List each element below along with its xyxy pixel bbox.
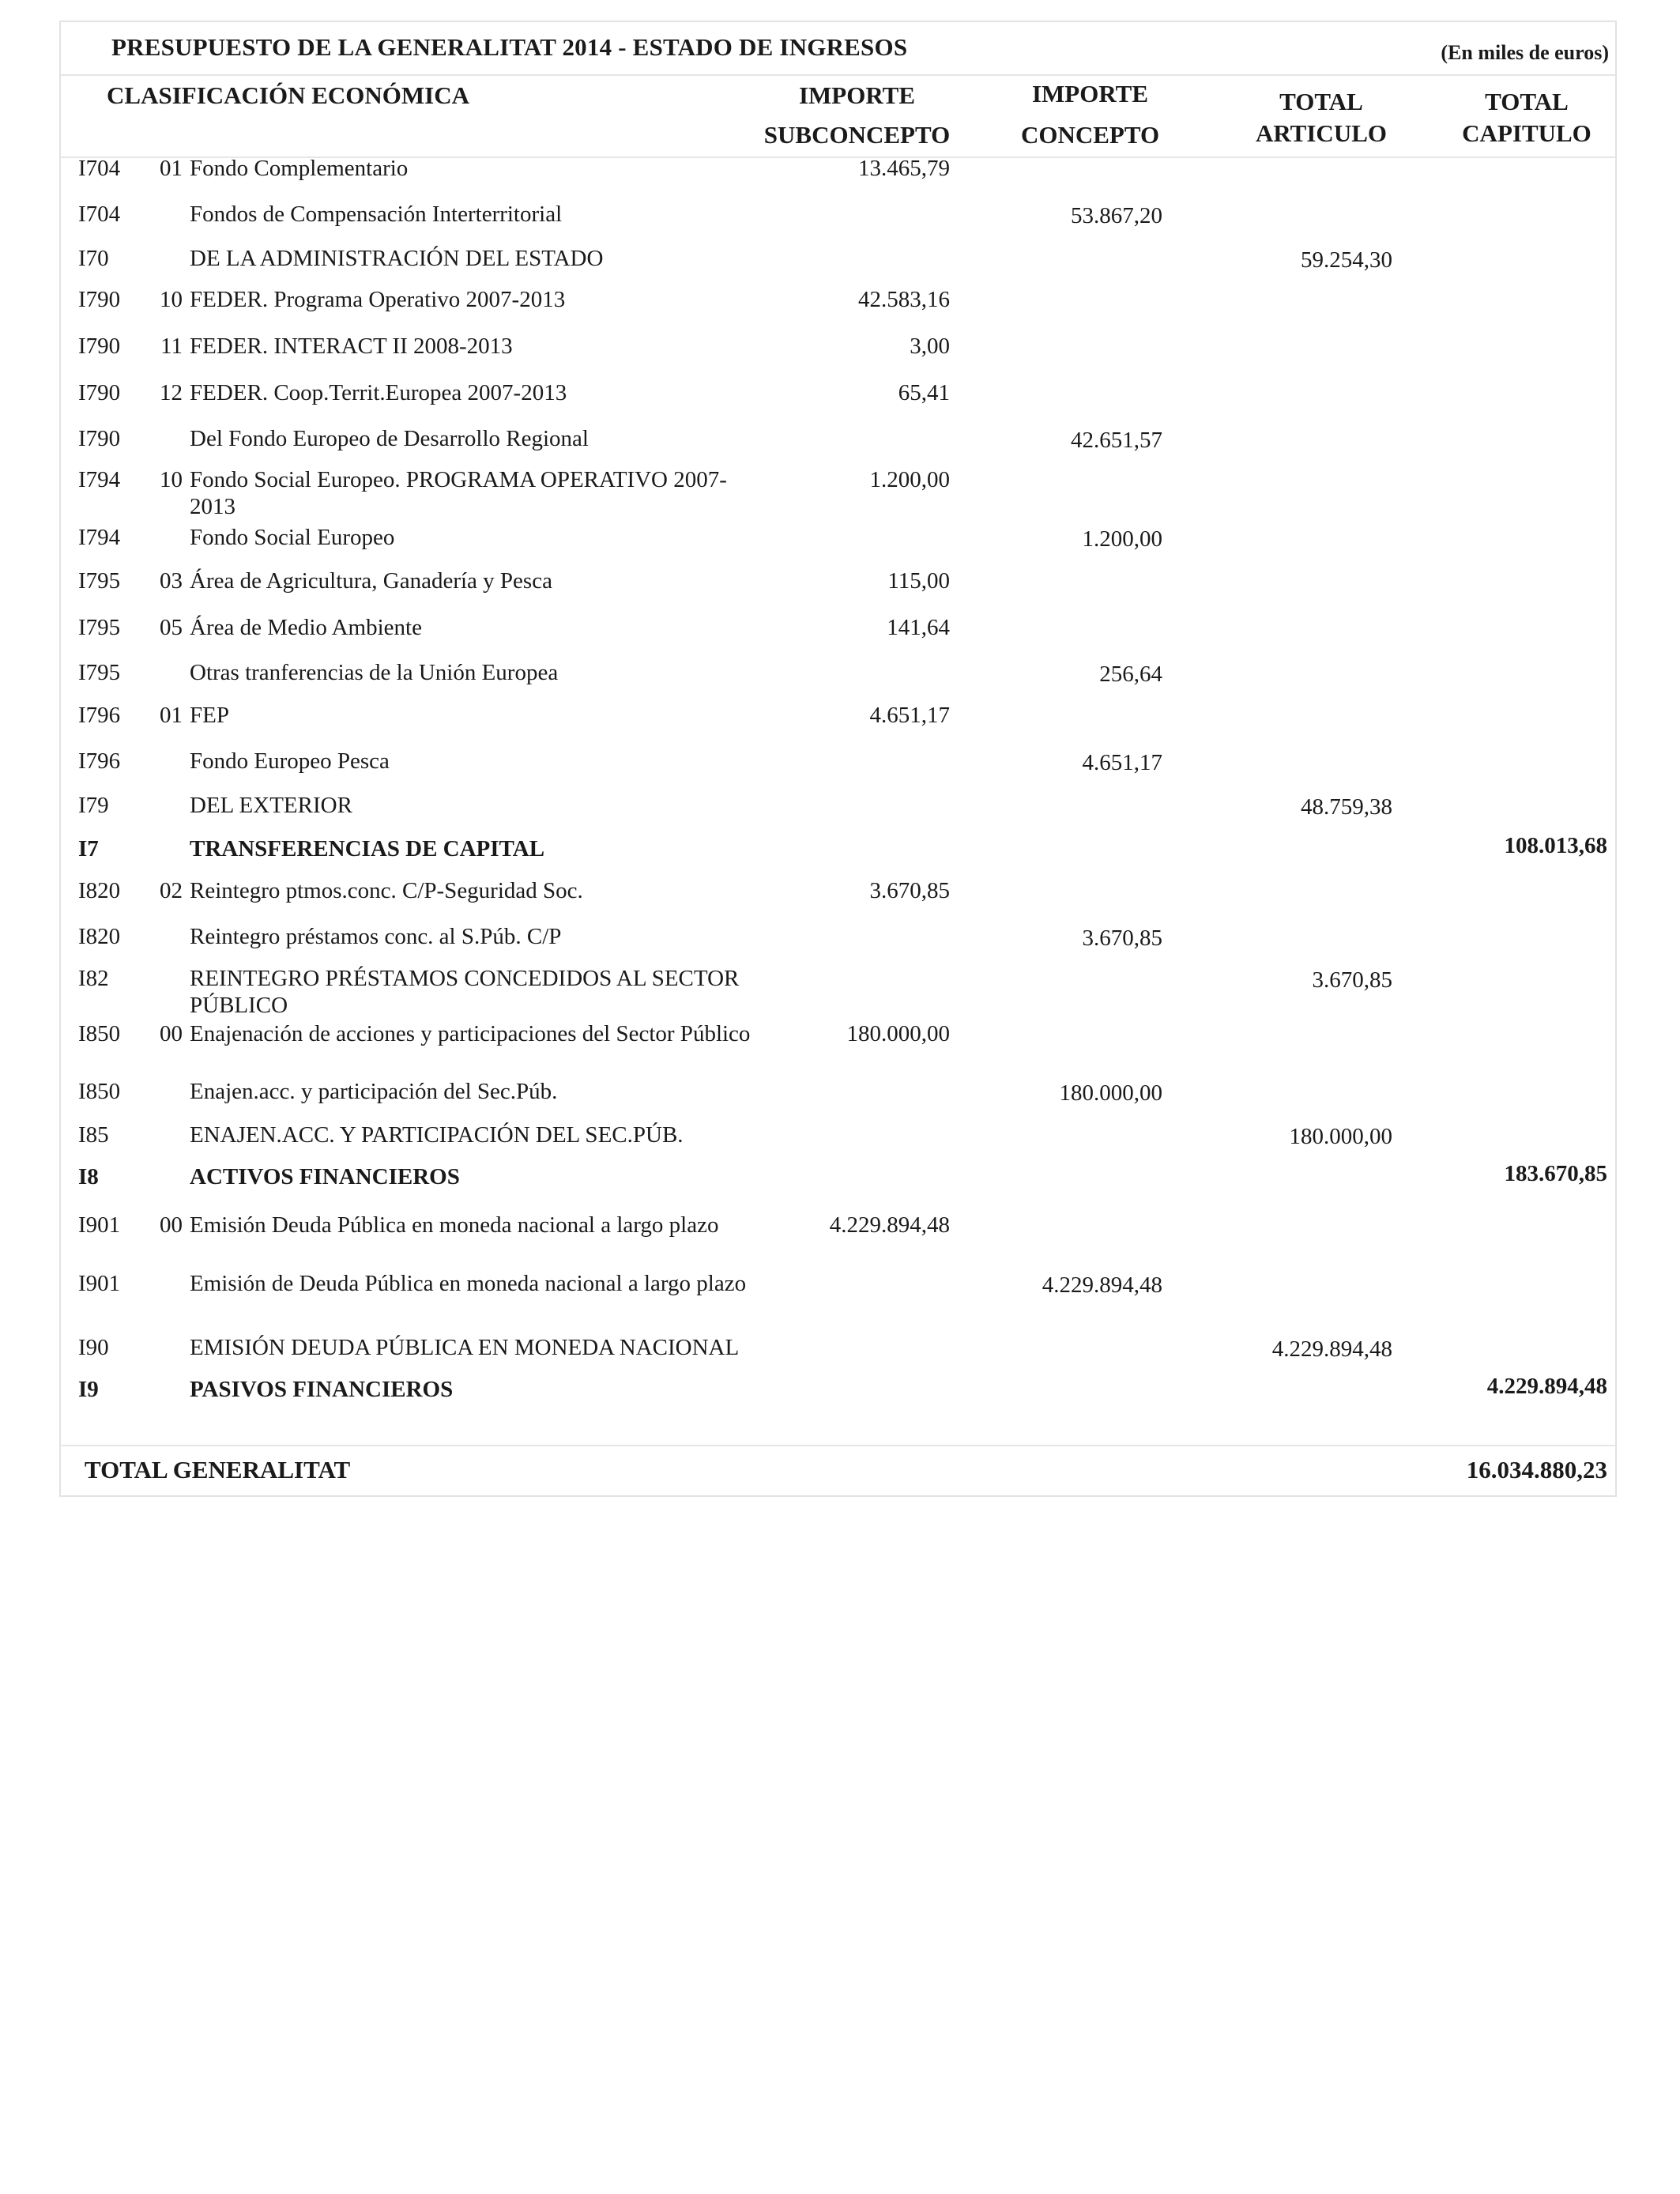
col-header-capitulo-1: TOTAL bbox=[1485, 88, 1569, 115]
row-description: Fondo Complementario bbox=[190, 156, 409, 181]
row-total-capitulo: 4.229.894,48 bbox=[1486, 1374, 1607, 1399]
row-subconcept-number: 01 bbox=[160, 156, 183, 181]
row-code: I70 bbox=[78, 246, 109, 271]
row-total-articulo: 48.759,38 bbox=[1301, 794, 1392, 820]
row-code: I9 bbox=[78, 1377, 99, 1402]
row-importe-concepto: 42.651,57 bbox=[1071, 428, 1162, 453]
row-code: I796 bbox=[78, 748, 121, 774]
row-description: PASIVOS FINANCIEROS bbox=[190, 1377, 454, 1402]
row-code: I795 bbox=[78, 660, 121, 685]
col-header-articulo-2: ARTICULO bbox=[1256, 119, 1387, 147]
col-header-subconcepto-2: SUBCONCEPTO bbox=[763, 121, 951, 149]
row-code: I796 bbox=[78, 703, 121, 728]
row-importe-subconcepto: 42.583,16 bbox=[858, 287, 950, 312]
row-subconcept-number: 10 bbox=[160, 287, 183, 312]
row-importe-subconcepto: 180.000,00 bbox=[846, 1021, 950, 1046]
row-code: I850 bbox=[78, 1079, 121, 1104]
row-code: I794 bbox=[78, 525, 121, 550]
units-note: (En miles de euros) bbox=[1441, 41, 1609, 64]
row-code: I820 bbox=[78, 878, 121, 903]
row-total-articulo: 4.229.894,48 bbox=[1271, 1336, 1392, 1362]
row-importe-subconcepto: 4.229.894,48 bbox=[829, 1212, 950, 1238]
row-description: Fondo Europeo Pesca bbox=[190, 748, 390, 774]
row-subconcept-number: 02 bbox=[160, 878, 183, 903]
row-importe-concepto: 256,64 bbox=[1099, 662, 1162, 687]
row-description: Emisión Deuda Pública en moneda nacional a largo plazo bbox=[190, 1212, 719, 1238]
row-description: Fondo Social Europeo. PROGRAMA OPERATIVO 2007-2013 bbox=[190, 467, 727, 519]
row-importe-subconcepto: 1.200,00 bbox=[869, 467, 950, 492]
row-subconcept-number: 05 bbox=[160, 615, 183, 640]
row-subconcept-number: 01 bbox=[160, 703, 183, 728]
row-description: ENAJEN.ACC. Y PARTICIPACIÓN DEL SEC.PÚB. bbox=[190, 1122, 684, 1148]
row-description: Fondo Social Europeo bbox=[190, 525, 395, 550]
row-subconcept-number: 00 bbox=[160, 1021, 183, 1046]
col-header-concepto-2: CONCEPTO bbox=[1020, 121, 1160, 149]
row-code: I7 bbox=[78, 836, 99, 861]
row-total-articulo: 3.670,85 bbox=[1312, 967, 1392, 993]
row-description: Enajenación de acciones y participaciones del Sector Público bbox=[190, 1021, 751, 1046]
row-code: I795 bbox=[78, 568, 121, 594]
row-importe-subconcepto: 141,64 bbox=[887, 615, 950, 640]
row-code: I790 bbox=[78, 380, 121, 405]
row-code: I704 bbox=[78, 202, 121, 227]
row-code: I82 bbox=[78, 966, 109, 991]
row-description: ACTIVOS FINANCIEROS bbox=[190, 1164, 460, 1189]
row-importe-concepto: 1.200,00 bbox=[1082, 526, 1162, 552]
row-code: I90 bbox=[78, 1335, 109, 1360]
row-code: I794 bbox=[78, 467, 121, 492]
row-code: I790 bbox=[78, 426, 121, 451]
row-importe-subconcepto: 13.465,79 bbox=[858, 156, 950, 181]
row-description: FEDER. Coop.Territ.Europea 2007-2013 bbox=[190, 380, 567, 405]
row-description: FEP bbox=[190, 703, 229, 728]
row-code: I850 bbox=[78, 1021, 121, 1046]
document-title: PRESUPUESTO DE LA GENERALITAT 2014 - ESTADO DE INGRESOS bbox=[111, 33, 908, 61]
total-label: TOTAL GENERALITAT bbox=[85, 1456, 351, 1483]
row-code: I704 bbox=[78, 156, 121, 181]
row-subconcept-number: 03 bbox=[160, 568, 183, 594]
row-code: I790 bbox=[78, 334, 121, 359]
row-importe-concepto: 4.229.894,48 bbox=[1042, 1272, 1162, 1298]
row-importe-subconcepto: 4.651,17 bbox=[869, 703, 950, 728]
row-description: REINTEGRO PRÉSTAMOS CONCEDIDOS AL SECTOR PÚBLICO bbox=[190, 966, 740, 1018]
row-description: TRANSFERENCIAS DE CAPITAL bbox=[190, 836, 545, 861]
row-description: EMISIÓN DEUDA PÚBLICA EN MONEDA NACIONAL bbox=[190, 1335, 740, 1360]
row-importe-concepto: 180.000,00 bbox=[1059, 1080, 1162, 1106]
row-description: Reintegro ptmos.conc. C/P-Seguridad Soc. bbox=[190, 878, 583, 903]
row-importe-subconcepto: 115,00 bbox=[887, 568, 950, 594]
row-description: Reintegro préstamos conc. al S.Púb. C/P bbox=[190, 924, 562, 949]
row-description: Emisión de Deuda Pública en moneda nacional a largo plazo bbox=[190, 1271, 747, 1296]
row-importe-concepto: 4.651,17 bbox=[1082, 750, 1162, 775]
col-header-articulo-1: TOTAL bbox=[1279, 88, 1363, 115]
row-code: I85 bbox=[78, 1122, 109, 1148]
row-description: Otras tranferencias de la Unión Europea bbox=[190, 660, 559, 685]
row-importe-concepto: 53.867,20 bbox=[1071, 203, 1162, 228]
row-importe-subconcepto: 65,41 bbox=[898, 380, 950, 405]
row-code: I79 bbox=[78, 793, 109, 818]
row-description: FEDER. INTERACT II 2008-2013 bbox=[190, 334, 513, 359]
row-total-articulo: 59.254,30 bbox=[1301, 247, 1392, 273]
row-subconcept-number: 00 bbox=[160, 1212, 183, 1238]
col-header-capitulo-2: CAPITULO bbox=[1462, 119, 1591, 147]
row-importe-subconcepto: 3,00 bbox=[910, 334, 950, 359]
row-importe-subconcepto: 3.670,85 bbox=[869, 878, 950, 903]
total-divider bbox=[61, 1445, 1615, 1446]
row-subconcept-number: 10 bbox=[160, 467, 183, 492]
row-code: I795 bbox=[78, 615, 121, 640]
row-importe-concepto: 3.670,85 bbox=[1082, 925, 1162, 951]
row-code: I820 bbox=[78, 924, 121, 949]
col-header-concepto-1: IMPORTE bbox=[1031, 80, 1149, 107]
row-description: Enajen.acc. y participación del Sec.Púb. bbox=[190, 1079, 558, 1104]
row-description: DE LA ADMINISTRACIÓN DEL ESTADO bbox=[190, 246, 604, 271]
row-total-capitulo: 108.013,68 bbox=[1504, 833, 1607, 858]
budget-table bbox=[59, 21, 1617, 1497]
total-value: 16.034.880,23 bbox=[1466, 1456, 1607, 1483]
row-total-capitulo: 183.670,85 bbox=[1504, 1161, 1607, 1186]
row-code: I790 bbox=[78, 287, 121, 312]
row-description: Del Fondo Europeo de Desarrollo Regional bbox=[190, 426, 589, 451]
row-code: I8 bbox=[78, 1164, 99, 1189]
row-description: Fondos de Compensación Interterritorial bbox=[190, 202, 563, 227]
row-description: FEDER. Programa Operativo 2007-2013 bbox=[190, 287, 566, 312]
col-header-clasificacion: CLASIFICACIÓN ECONÓMICA bbox=[107, 81, 470, 109]
row-description: Área de Agricultura, Ganadería y Pesca bbox=[190, 568, 552, 594]
row-description: Área de Medio Ambiente bbox=[190, 615, 422, 640]
row-subconcept-number: 12 bbox=[160, 380, 183, 405]
row-code: I901 bbox=[78, 1271, 121, 1296]
col-header-subconcepto-1: IMPORTE bbox=[798, 81, 916, 109]
row-description: DEL EXTERIOR bbox=[190, 793, 352, 818]
row-subconcept-number: 11 bbox=[160, 334, 183, 359]
row-code: I901 bbox=[78, 1212, 121, 1238]
row-total-articulo: 180.000,00 bbox=[1289, 1124, 1392, 1149]
